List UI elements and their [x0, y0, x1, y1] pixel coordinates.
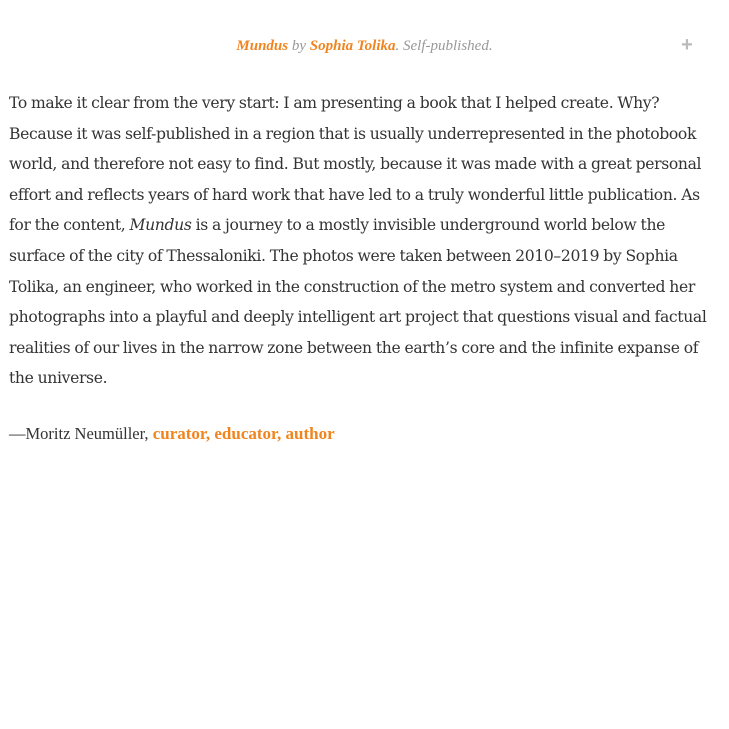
reviewer-name: —Moritz Neumüller,: [9, 424, 149, 443]
reviewer-role-link[interactable]: curator, educator, author: [152, 424, 335, 443]
book-header: [0, 35, 729, 57]
publisher-label: Self-published.: [403, 38, 493, 54]
review-part-1: To make it clear from the very start: I am presenting a book that I helped create. Why? Because it was self-published in a region that is usually underrepresented in the photobook world, and therefore not easy to find. But mostly, because it was made with a great personal effort and reflects years of hard work that have led to a truly wonderful little publication. As for the content,: [9, 94, 702, 235]
header-period: .: [395, 38, 400, 54]
review-text: [9, 88, 709, 394]
attribution: [9, 419, 709, 449]
author-link[interactable]: Sophia Tolika: [309, 38, 396, 54]
book-title-link[interactable]: Mundus: [236, 38, 289, 54]
review-part-2: is a journey to a mostly invisible underground world below the surface of the city of Thessaloniki. The photos were taken between 2010–2019 by Sophia Tolika, an engineer, who worked in the construction of the metro system and converted her photographs into a playful and deeply intelligent art project that questions visual and factual realities of our lives in the narrow zone between the earth’s core and the infinite expanse of the universe.: [9, 216, 707, 388]
plus-icon[interactable]: +: [681, 34, 693, 56]
by-label: by: [291, 38, 307, 54]
review-book-title: Mundus: [129, 216, 192, 235]
